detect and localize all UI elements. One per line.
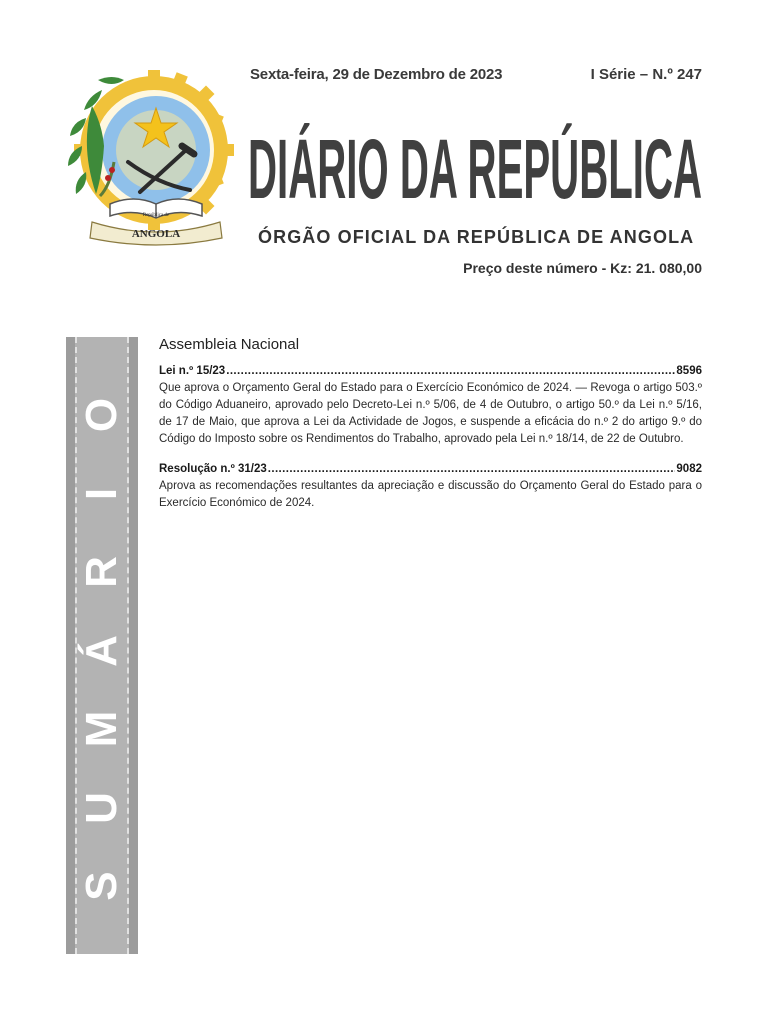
masthead-subtitle: ÓRGÃO OFICIAL DA REPÚBLICA DE ANGOLA [258,227,695,247]
leader-dots [226,363,675,380]
summary-letter: Á [77,634,126,667]
list-item [159,461,702,512]
national-emblem-icon [62,66,238,248]
summary-letter: I [77,487,126,500]
issue-price: Preço deste número - Kz: 21. 080,00 [463,260,702,276]
summary-letter: R [77,556,126,588]
masthead-text: DIÁRIO DA REPÚBLICA [248,122,702,216]
summary-sidebar [66,337,138,954]
emblem-top-text: República de [142,213,170,218]
leader-dots [268,461,676,478]
entry-description: Que aprova o Orçamento Geral do Estado para o Exercício Económico de 2024. — Revoga o artigo 503.º do Código Aduaneiro, aprovado pelo Decreto-Lei n.º 5/06, de 4 de Outubro, o artigo 50.º da Lei n.º 5/16, de 17 de Maio, que aprova a Lei da Actividade de Jogos, e suspende a eficácia do n.º 2 do artigo 9.º do Código do Imposto sobre os Rendimentos do Trabalho, aprovado pela Lei n.º 18/14, de 22 de Outubro. [159,382,702,445]
masthead-title [248,116,704,216]
entry-label[interactable]: Lei n.º 15/23 [159,365,226,377]
entry-page-number: 9082 [676,463,702,475]
summary-letter: U [77,791,126,824]
summary-letter: M [77,710,126,748]
section-title: Assembleia Nacional [159,336,300,353]
summary-contents [159,336,702,525]
publication-date: Sexta-feira, 29 de Dezembro de 2023 [250,66,503,83]
angola-banner [90,213,222,245]
series-number: I Série – N.º 247 [590,66,702,83]
list-item [159,363,702,448]
emblem-banner-text: ANGOLA [131,228,181,240]
summary-letter: O [77,397,126,433]
entry-description: Aprova as recomendações resultantes da apreciação e discussão do Orçamento Geral do Estado para o Exercício Económico de 2024. [159,480,702,509]
entry-page-number: 8596 [676,365,702,377]
summary-letter: S [77,871,126,901]
entry-label[interactable]: Resolução n.º 31/23 [159,463,267,475]
